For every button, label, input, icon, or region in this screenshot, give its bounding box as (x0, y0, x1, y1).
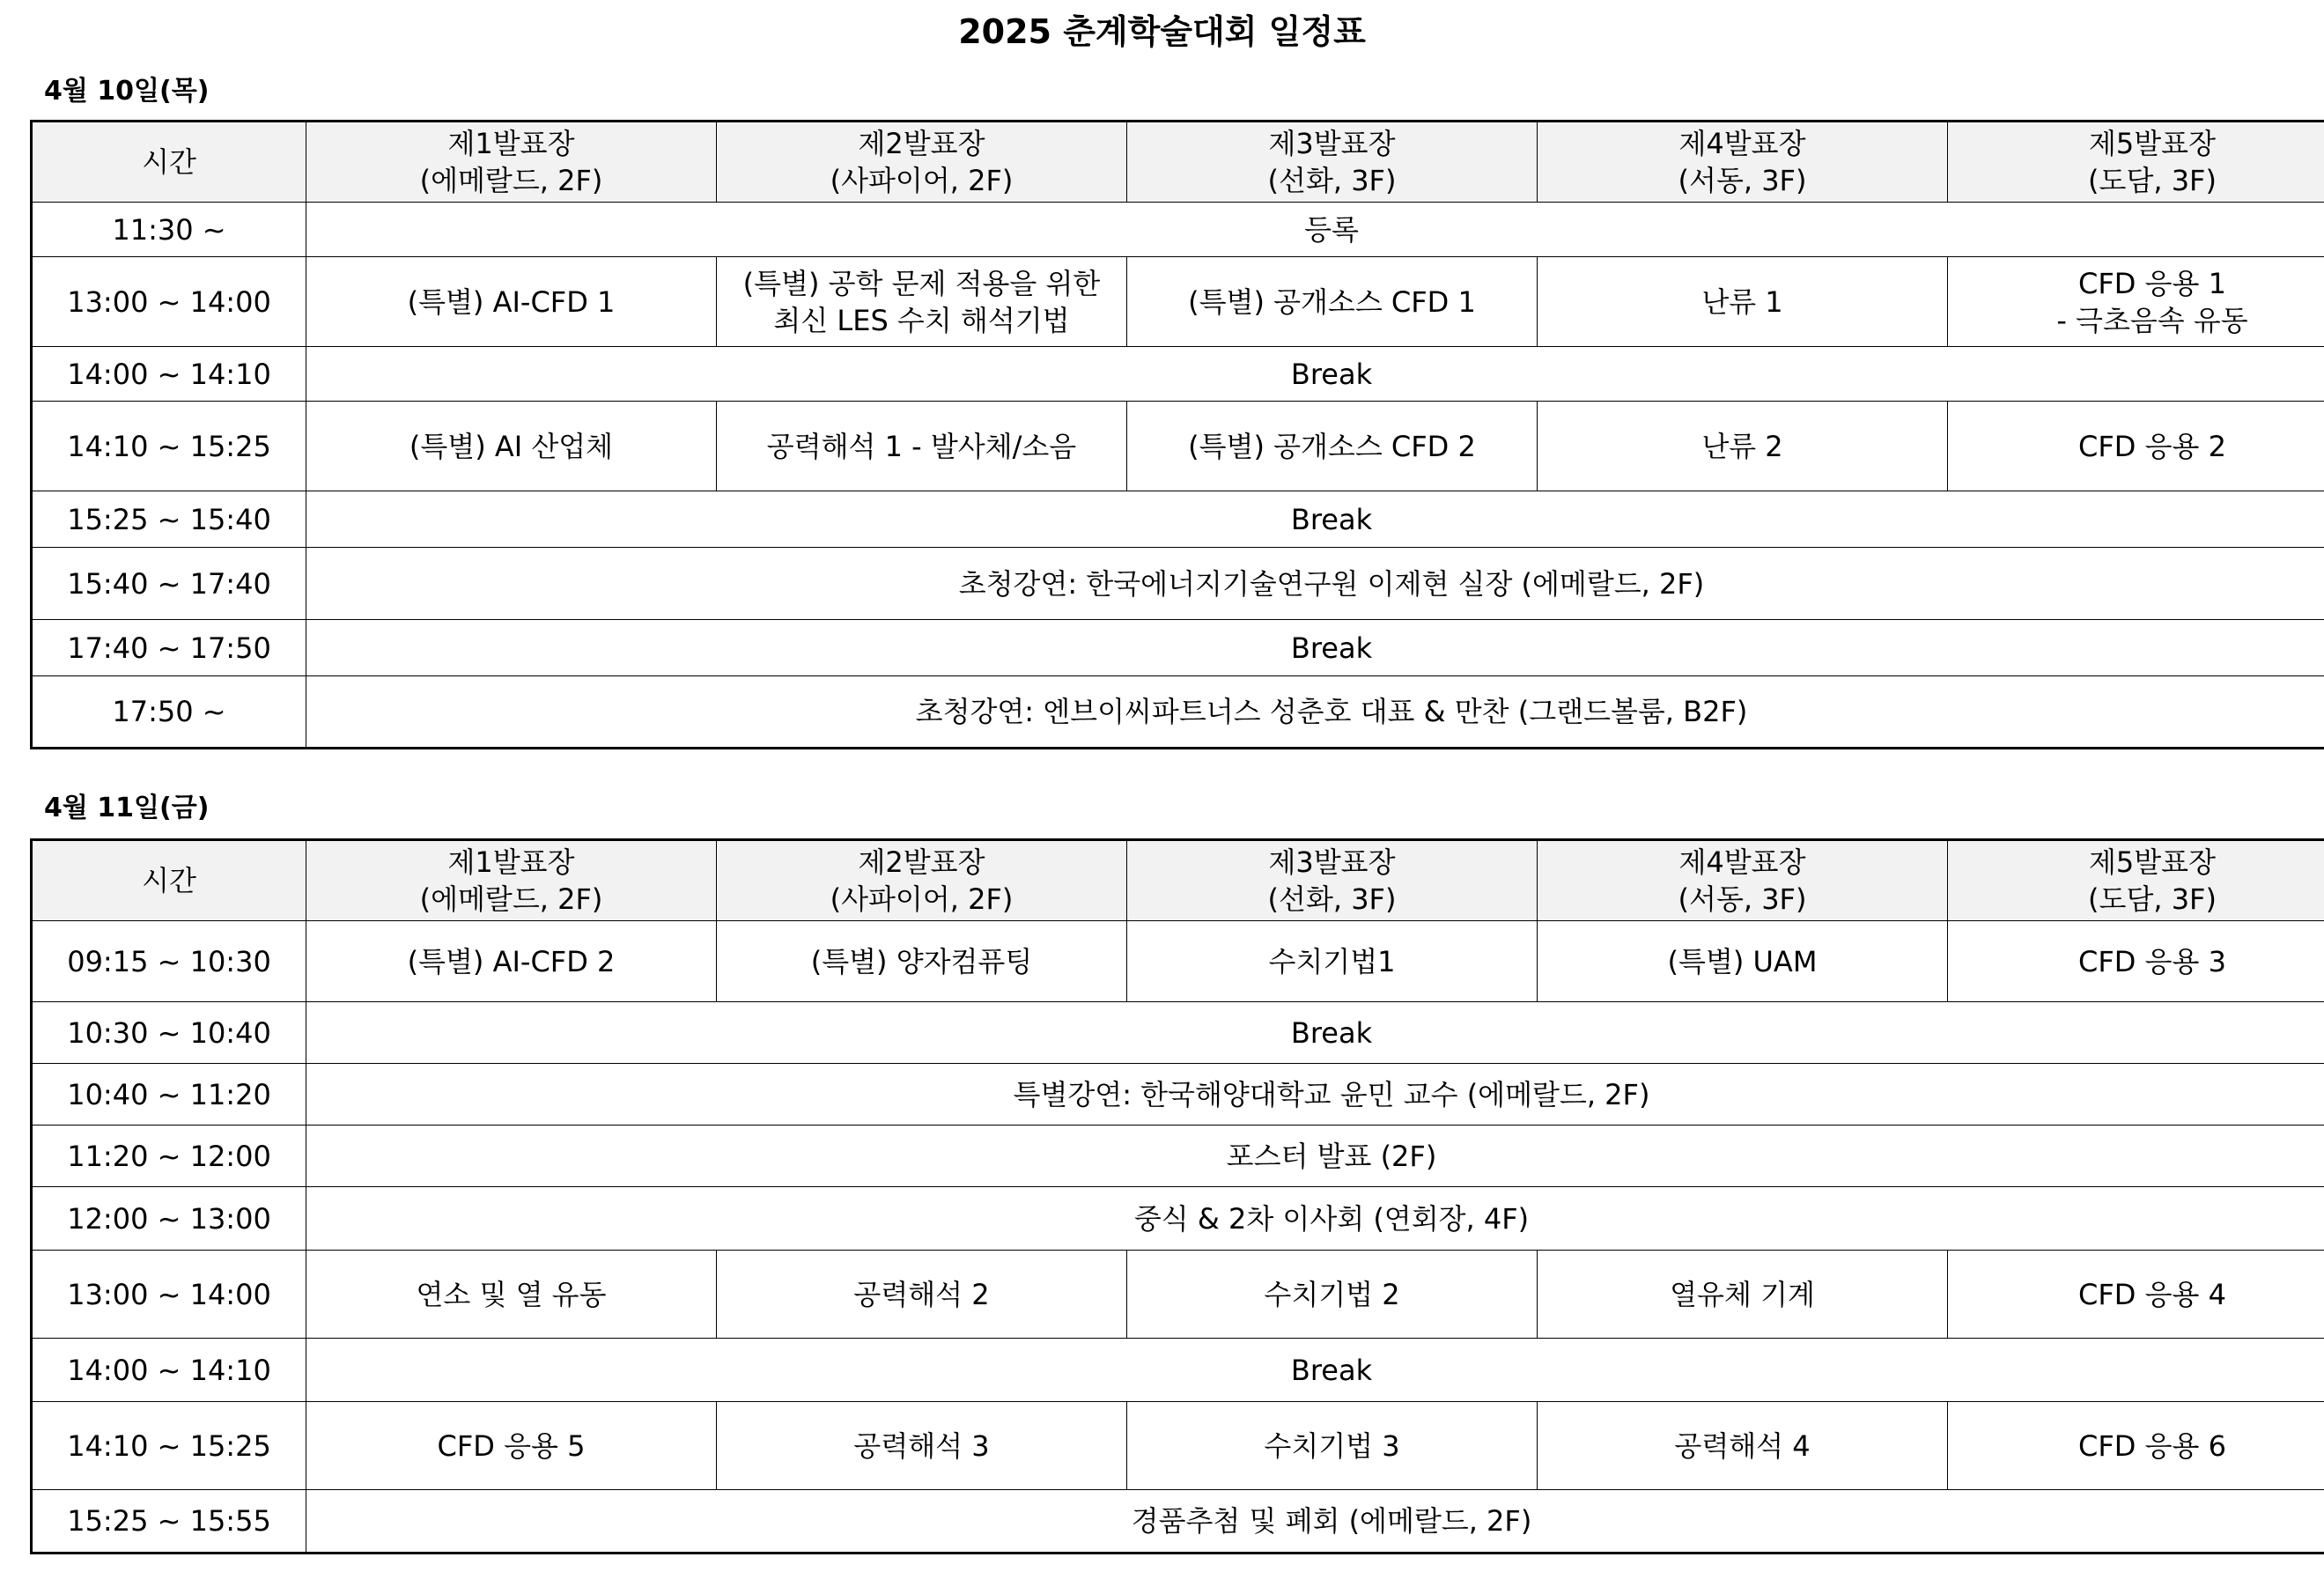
room-location: (사파이어, 2F) (830, 164, 1014, 197)
table-row (32, 620, 2324, 676)
session-cell: (특별) AI-CFD 1 (306, 257, 717, 347)
session-cell: CFD 응용 1 - 극초음속 유동 (1948, 257, 2324, 347)
room-name: 제4발표장 (1678, 127, 1806, 160)
table-row (32, 1490, 2324, 1554)
session-cell: 난류 2 (1538, 402, 1948, 491)
session-cell: (특별) AI 산업체 (306, 402, 717, 491)
session-cell: CFD 응용 5 (306, 1402, 717, 1490)
room-location: (도담, 3F) (2088, 882, 2217, 916)
time-cell: 15:25 ~ 15:55 (32, 1490, 306, 1554)
time-cell: 14:10 ~ 15:25 (32, 1402, 306, 1490)
time-cell: 09:15 ~ 10:30 (32, 921, 306, 1002)
session-cell: CFD 응용 2 (1948, 402, 2324, 491)
session-cell: 열유체 기계 (1538, 1251, 1948, 1339)
spanning-cell: Break (306, 620, 2324, 676)
header-row (32, 122, 2324, 203)
session-cell: 수치기법 3 (1127, 1402, 1538, 1490)
schedule-table-day1 (30, 120, 2324, 749)
day-label-2: 4월 11일(금) (44, 793, 210, 823)
room-location: (선화, 3F) (1267, 164, 1397, 197)
session-cell: CFD 응용 3 (1948, 921, 2324, 1002)
header-room-4 (1538, 122, 1948, 203)
table-row (32, 347, 2324, 402)
header-time: 시간 (32, 840, 306, 921)
header-time: 시간 (32, 122, 306, 203)
table-row (32, 1339, 2324, 1402)
header-room-2 (717, 840, 1127, 921)
table-row (32, 203, 2324, 257)
table-row (32, 1187, 2324, 1251)
session-cell: (특별) 양자컴퓨팅 (717, 921, 1127, 1002)
table-row (32, 1251, 2324, 1339)
header-room-2 (717, 122, 1127, 203)
time-cell: 13:00 ~ 14:00 (32, 257, 306, 347)
session-cell: (특별) 공개소스 CFD 1 (1127, 257, 1538, 347)
header-room-5 (1948, 840, 2324, 921)
session-cell: (특별) 공학 문제 적용을 위한 최신 LES 수치 해석기법 (717, 257, 1127, 347)
time-cell: 14:00 ~ 14:10 (32, 1339, 306, 1402)
session-cell: 수치기법1 (1127, 921, 1538, 1002)
header-room-1 (306, 122, 717, 203)
table-row (32, 491, 2324, 548)
spanning-cell: 경품추첨 및 폐회 (에메랄드, 2F) (306, 1490, 2324, 1554)
room-name: 제3발표장 (1268, 845, 1396, 879)
spanning-cell: Break (306, 491, 2324, 548)
time-cell: 12:00 ~ 13:00 (32, 1187, 306, 1251)
time-cell: 15:40 ~ 17:40 (32, 548, 306, 620)
room-name: 제2발표장 (858, 127, 985, 160)
table-row (32, 1002, 2324, 1064)
page-title: 2025 춘계학술대회 일정표 (958, 12, 1366, 51)
header-room-5 (1948, 122, 2324, 203)
room-name: 제1발표장 (447, 845, 575, 879)
session-cell: 수치기법 2 (1127, 1251, 1538, 1339)
room-location: (사파이어, 2F) (830, 882, 1014, 916)
room-location: (서동, 3F) (1678, 882, 1807, 916)
session-cell: (특별) 공개소스 CFD 2 (1127, 402, 1538, 491)
session-cell: 공력해석 3 (717, 1402, 1127, 1490)
spanning-cell: 중식 & 2차 이사회 (연회장, 4F) (306, 1187, 2324, 1251)
header-row (32, 840, 2324, 921)
table-row (32, 676, 2324, 749)
day-label-1: 4월 10일(목) (44, 76, 210, 107)
header-room-4 (1538, 840, 1948, 921)
spanning-cell: 초청강연: 한국에너지기술연구원 이제현 실장 (에메랄드, 2F) (306, 548, 2324, 620)
room-name: 제1발표장 (447, 127, 575, 160)
session-cell: 난류 1 (1538, 257, 1948, 347)
room-name: 제2발표장 (858, 845, 985, 879)
spanning-cell: 초청강연: 엔브이씨파트너스 성춘호 대표 & 만찬 (그랜드볼룸, B2F) (306, 676, 2324, 749)
spanning-cell: 포스터 발표 (2F) (306, 1125, 2324, 1187)
room-name: 제4발표장 (1678, 845, 1806, 879)
session-cell: CFD 응용 6 (1948, 1402, 2324, 1490)
session-cell: (특별) AI-CFD 2 (306, 921, 717, 1002)
session-cell: 연소 및 열 유동 (306, 1251, 717, 1339)
room-location: (선화, 3F) (1267, 882, 1397, 916)
session-cell: 공력해석 4 (1538, 1402, 1948, 1490)
spanning-cell: 특별강연: 한국해양대학교 윤민 교수 (에메랄드, 2F) (306, 1064, 2324, 1125)
room-location: (서동, 3F) (1678, 164, 1807, 197)
table-row (32, 1402, 2324, 1490)
schedule-table-day2 (30, 838, 2324, 1554)
room-name: 제5발표장 (2088, 845, 2216, 879)
table-row (32, 402, 2324, 491)
room-location: (에메랄드, 2F) (419, 164, 603, 197)
table-row (32, 1064, 2324, 1125)
room-location: (에메랄드, 2F) (419, 882, 603, 916)
room-name: 제5발표장 (2088, 127, 2216, 160)
table-row (32, 257, 2324, 347)
time-cell: 11:20 ~ 12:00 (32, 1125, 306, 1187)
time-cell: 15:25 ~ 15:40 (32, 491, 306, 548)
time-cell: 13:00 ~ 14:00 (32, 1251, 306, 1339)
time-cell: 10:30 ~ 10:40 (32, 1002, 306, 1064)
time-cell: 10:40 ~ 11:20 (32, 1064, 306, 1125)
header-room-1 (306, 840, 717, 921)
time-cell: 14:00 ~ 14:10 (32, 347, 306, 402)
table-row (32, 548, 2324, 620)
spanning-cell: Break (306, 1339, 2324, 1402)
header-room-3 (1127, 840, 1538, 921)
time-cell: 14:10 ~ 15:25 (32, 402, 306, 491)
time-cell: 17:50 ~ (32, 676, 306, 749)
table-row (32, 1125, 2324, 1187)
header-room-3 (1127, 122, 1538, 203)
session-cell: (특별) UAM (1538, 921, 1948, 1002)
room-location: (도담, 3F) (2088, 164, 2217, 197)
session-cell: 공력해석 2 (717, 1251, 1127, 1339)
spanning-cell: 등록 (306, 203, 2324, 257)
table-row (32, 921, 2324, 1002)
time-cell: 11:30 ~ (32, 203, 306, 257)
room-name: 제3발표장 (1268, 127, 1396, 160)
session-cell: CFD 응용 4 (1948, 1251, 2324, 1339)
time-cell: 17:40 ~ 17:50 (32, 620, 306, 676)
spanning-cell: Break (306, 347, 2324, 402)
session-cell: 공력해석 1 - 발사체/소음 (717, 402, 1127, 491)
spanning-cell: Break (306, 1002, 2324, 1064)
